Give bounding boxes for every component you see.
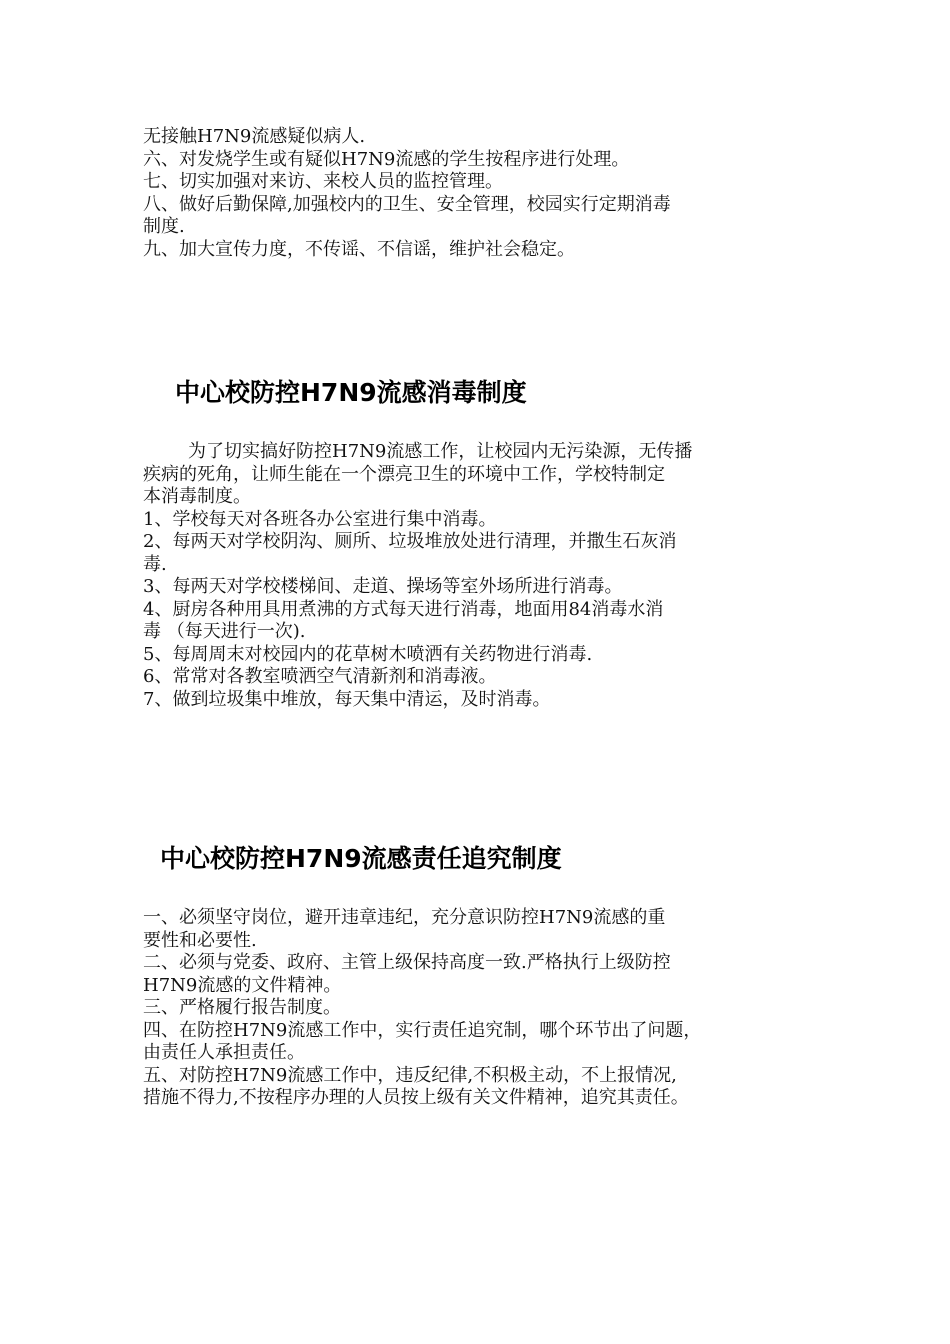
text-line: 九、加大宣传力度，不传谣、不信谣，维护社会稳定。: [143, 238, 575, 260]
text-line: 六、对发烧学生或有疑似H7N9流感的学生按程序进行处理。: [143, 148, 630, 170]
disinfection-section: [143, 441, 833, 711]
rule-line: 6、常常对各教室喷洒空气清新剂和消毒液。: [143, 666, 497, 687]
text-line: 无接触H7N9流感疑似病人.: [143, 126, 366, 147]
rule-line: 4、厨房各种用具用煮沸的方式每天进行消毒，地面用84消毒水消: [143, 598, 664, 620]
text-line: 八、做好后勤保障,加强校内的卫生、安全管理，校园实行定期消毒: [143, 193, 671, 215]
disinfection-title: 中心校防控H7N9流感消毒制度: [175, 378, 527, 407]
rule-line: 一、必须坚守岗位，避开违章违纪，充分意识防控H7N9流感的重: [143, 907, 666, 928]
rule-line: 7、做到垃圾集中堆放，每天集中清运，及时消毒。: [143, 688, 551, 710]
responsibility-section: [143, 907, 833, 1110]
rule-line: H7N9流感的文件精神。: [143, 974, 342, 996]
rule-line: 四、在防控H7N9流感工作中，实行责任追究制，哪个环节出了问题，: [143, 1019, 702, 1041]
rule-line: 毒 （每天进行一次).: [143, 621, 306, 642]
text-line: 制度.: [143, 216, 185, 237]
rule-line: 要性和必要性.: [143, 929, 257, 951]
rule-line: 五、对防控H7N9流感工作中，违反纪律,不积极主动，不上报情况,: [143, 1064, 677, 1086]
rule-line: 5、每周周末对校园内的花草树木喷洒有关药物进行消毒.: [143, 643, 593, 665]
rule-line: 3、每两天对学校楼梯间、走道、操场等室外场所进行消毒。: [143, 576, 623, 597]
rule-line: 二、必须与党委、政府、主管上级保持高度一致.严格执行上级防控: [143, 952, 671, 973]
intro-line: 为了切实搞好防控H7N9流感工作，让校园内无污染源，无传播: [188, 441, 693, 462]
rule-line: 1、学校每天对各班各办公室进行集中消毒。: [143, 508, 497, 530]
responsibility-title: 中心校防控H7N9流感责任追究制度: [160, 844, 562, 873]
intro-line: 本消毒制度。: [143, 486, 251, 507]
rule-line: 措施不得力,不按程序办理的人员按上级有关文件精神，追究其责任。: [143, 1087, 689, 1108]
top-section: [143, 126, 833, 261]
text-line: 七、切实加强对来访、来校人员的监控管理。: [143, 171, 503, 192]
rule-line: 由责任人承担责任。: [143, 1042, 305, 1063]
rule-line: 2、每两天对学校阴沟、厕所、垃圾堆放处进行清理，并撒生石灰消: [143, 531, 677, 552]
intro-line: 疾病的死角，让师生能在一个漂亮卫生的环境中工作，学校特制定: [143, 463, 665, 485]
rule-line: 三、严格履行报告制度。: [143, 997, 341, 1018]
rule-line: 毒.: [143, 553, 167, 575]
